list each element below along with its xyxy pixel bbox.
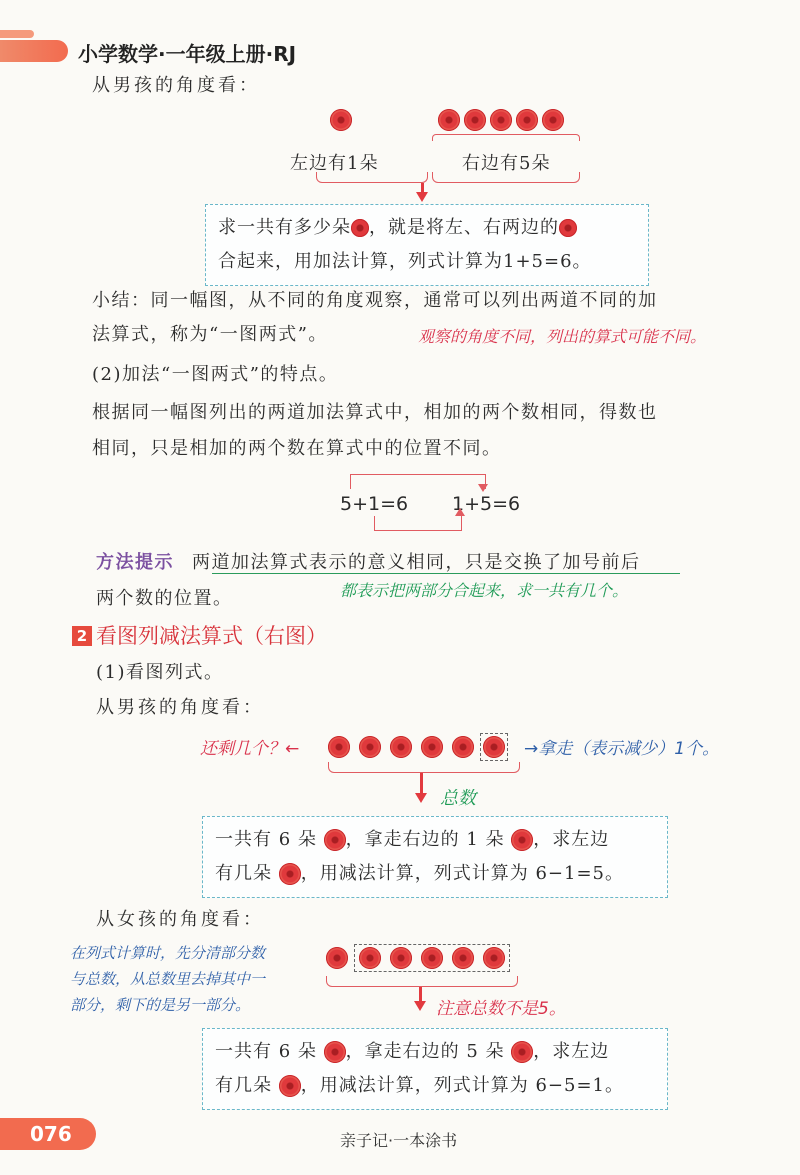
box-text: 一共有 6 朵 bbox=[215, 1041, 317, 1062]
take-text: 拿走（表示减少）1个。 bbox=[538, 739, 720, 759]
arrow-up-icon bbox=[455, 508, 465, 516]
flower-icon bbox=[330, 109, 352, 131]
boy-view-heading-2: 从男孩的角度看： bbox=[96, 697, 264, 718]
taken-flower-box bbox=[480, 733, 508, 761]
flower-icon bbox=[452, 736, 474, 758]
flower-icon bbox=[452, 947, 474, 969]
taken-flowers-box bbox=[354, 944, 510, 972]
box-text: ，拿走右边的 5 朵 bbox=[345, 1041, 505, 1062]
flower-icon bbox=[324, 829, 346, 851]
right-arrow-icon: → bbox=[524, 739, 539, 759]
left-flower bbox=[330, 109, 352, 131]
box-text: ，用减法计算，列式计算为 6−1=5。 bbox=[300, 863, 624, 884]
total-brace-2 bbox=[326, 976, 518, 987]
header-title: 小学数学·一年级上册·RJ bbox=[78, 42, 297, 66]
summary-line2: 法算式，称为“一图两式”。 bbox=[92, 324, 328, 345]
flower-icon bbox=[542, 109, 564, 131]
footer-brand: 亲子记·一本涂书 bbox=[340, 1131, 458, 1150]
flower-icon bbox=[559, 219, 577, 237]
subtraction-box-2 bbox=[202, 1028, 668, 1110]
not5-hand-note: 注意总数不是5。 bbox=[436, 999, 566, 1019]
hand-note-line: 与总数，从总数里去掉其中一 bbox=[70, 970, 266, 988]
total-hand-note: 总数 bbox=[440, 788, 476, 809]
flower-icon bbox=[511, 829, 533, 851]
flower-icon bbox=[483, 736, 505, 758]
flower-icon bbox=[279, 1075, 301, 1097]
right-label: 右边有5朵 bbox=[462, 153, 551, 174]
flower-icon bbox=[390, 736, 412, 758]
addition-explain-box bbox=[205, 204, 649, 286]
feature-heading: (2)加法“一图两式”的特点。 bbox=[92, 364, 339, 385]
method-hand-note bbox=[70, 940, 265, 1018]
method-tip-underline bbox=[212, 573, 680, 574]
flower-icon bbox=[483, 947, 505, 969]
flower-icon bbox=[359, 736, 381, 758]
flower-icon bbox=[516, 109, 538, 131]
flower-icon bbox=[421, 736, 443, 758]
left-label: 左边有1朵 bbox=[290, 153, 379, 174]
down-arrow-icon bbox=[415, 793, 427, 803]
header-band bbox=[0, 40, 68, 62]
flower-icon bbox=[326, 947, 348, 969]
hand-note-line: 在列式计算时，先分清部分数 bbox=[70, 944, 266, 962]
left-arrow-icon: ← bbox=[285, 739, 300, 759]
box-text: ，就是将左、右两边的 bbox=[369, 217, 559, 238]
six-flowers-row-2 bbox=[326, 944, 510, 972]
method-tip-label: 方法提示 bbox=[96, 552, 174, 573]
boy-view-heading: 从男孩的角度看： bbox=[92, 75, 260, 96]
method-tip-line2: 两个数的位置。 bbox=[96, 588, 233, 609]
flower-icon bbox=[421, 947, 443, 969]
page-number: 076 bbox=[30, 1122, 72, 1146]
flower-icon bbox=[438, 109, 460, 131]
flower-icon bbox=[390, 947, 412, 969]
section-badge: 2 bbox=[72, 626, 92, 646]
box-text: 有几朵 bbox=[215, 863, 272, 884]
method-tip-hand-note: 都表示把两部分合起来，求一共有几个。 bbox=[340, 581, 629, 600]
flower-icon bbox=[359, 947, 381, 969]
box-text: 一共有 6 朵 bbox=[215, 829, 317, 850]
summary-line1: 小结：同一幅图，从不同的角度观察，通常可以列出两道不同的加 bbox=[92, 290, 658, 311]
down-arrow-stem bbox=[419, 987, 422, 1001]
down-arrow-stem bbox=[420, 773, 423, 793]
feature-line2: 相同，只是相加的两个数在算式中的位置不同。 bbox=[92, 438, 502, 459]
flower-icon bbox=[279, 863, 301, 885]
flower-icon bbox=[490, 109, 512, 131]
method-tip-text: 两道加法算式表示的意义相同，只是交换了加号前后 bbox=[192, 552, 641, 573]
box-text: 有几朵 bbox=[215, 1075, 272, 1096]
flower-icon bbox=[328, 736, 350, 758]
remain-text: 还剩几个？ bbox=[200, 739, 285, 759]
flower-icon bbox=[511, 1041, 533, 1063]
flower-icon bbox=[324, 1041, 346, 1063]
right-top-brace bbox=[432, 134, 580, 141]
subsection-heading: (1)看图列式。 bbox=[96, 662, 224, 683]
box-text: ，求左边 bbox=[533, 829, 610, 850]
method-tip-line1 bbox=[96, 546, 641, 580]
total-brace bbox=[328, 762, 520, 773]
box-text: 求一共有多少朵 bbox=[218, 217, 351, 238]
summary-hand-note: 观察的角度不同，列出的算式可能不同。 bbox=[418, 327, 707, 346]
swap-arrow-bottom bbox=[374, 516, 462, 531]
equation-2: 1+5=6 bbox=[452, 493, 521, 515]
right-flowers bbox=[438, 109, 564, 131]
box-text: ，用减法计算，列式计算为 6−5=1。 bbox=[300, 1075, 624, 1096]
down-arrow-icon bbox=[414, 1001, 426, 1011]
down-arrow-stem bbox=[421, 183, 424, 192]
left-brace bbox=[316, 172, 428, 183]
subtraction-box-1 bbox=[202, 816, 668, 898]
box-text: 合起来，用加法计算，列式计算为1+5=6。 bbox=[218, 251, 592, 272]
feature-line1: 根据同一幅图列出的两道加法算式中，相加的两个数相同，得数也 bbox=[92, 402, 658, 423]
take-hand-note bbox=[524, 734, 719, 759]
girl-view-heading: 从女孩的角度看： bbox=[96, 909, 264, 930]
section-title: 看图列减法算式（右图） bbox=[96, 624, 327, 648]
flower-icon bbox=[351, 219, 369, 237]
down-arrow-icon bbox=[416, 192, 428, 202]
remain-hand-note bbox=[200, 734, 299, 759]
box-text: ，拿走右边的 1 朵 bbox=[345, 829, 505, 850]
box-text: ，求左边 bbox=[533, 1041, 610, 1062]
equation-1: 5+1=6 bbox=[340, 493, 409, 515]
hand-note-line: 部分，剩下的是另一部分。 bbox=[70, 996, 251, 1014]
six-flowers-row bbox=[328, 733, 508, 761]
swap-arrow-top bbox=[350, 474, 486, 489]
right-brace bbox=[432, 172, 580, 183]
flower-icon bbox=[464, 109, 486, 131]
